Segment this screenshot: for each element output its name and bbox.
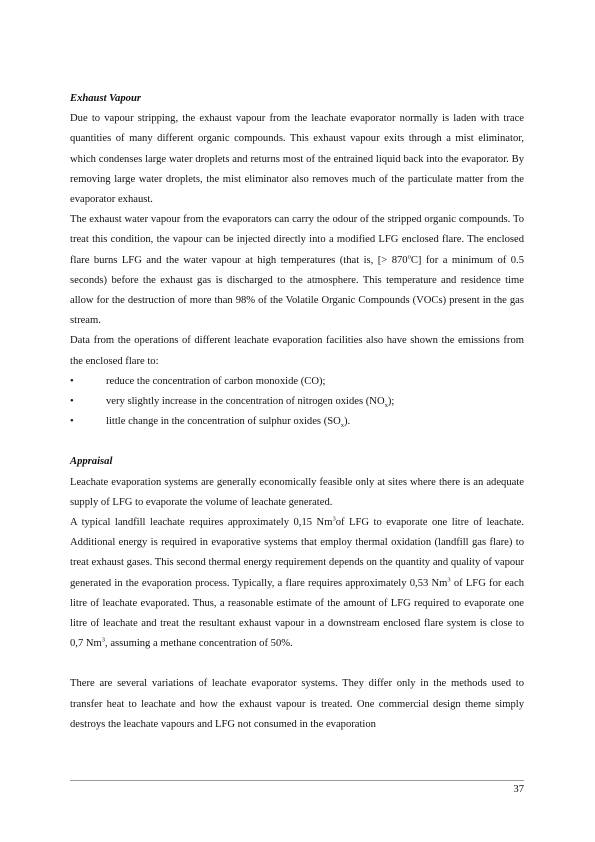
- paragraph-exhaust-2: [70, 210, 524, 331]
- bullet-icon: •: [70, 396, 74, 408]
- paragraph-appraisal-1: Leachate evaporation systems are generally economically feasible only at sites where there is an adequate supply of LFG to evaporate the volume of leachate generated.: [70, 476, 524, 508]
- section-heading-appraisal: Appraisal: [70, 456, 113, 468]
- bullet-icon: •: [70, 375, 74, 387]
- subscript: x: [340, 422, 345, 430]
- paragraph-appraisal-2: [70, 513, 524, 654]
- superscript: o: [407, 253, 411, 261]
- emissions-bullet-list: [70, 372, 524, 433]
- superscript: 3: [101, 636, 106, 644]
- superscript: 3: [447, 576, 451, 584]
- bullet-text: very slightly increase in the concentration of nitrogen oxides (NO: [106, 396, 385, 408]
- section-spacer: [70, 432, 524, 452]
- text-run: The exhaust water vapour from the evaporators can carry the odour of the stripped organic compounds. To treat this condition, the vapour can be injected directly into a modified LFG enclosed flare. The enclosed flare burns LFG and the water vapour at high temperatures (that is, [> 870: [70, 214, 524, 266]
- text-run: of LFG for each litre of leachate evaporated. Thus, a reasonable estimate of the amount of LFG required to evaporate one litre of leachate and treat the resultant exhaust vapour in a downstream enclosed flare system is close to 0,7 Nm: [70, 577, 524, 650]
- section-heading-exhaust-vapour: Exhaust Vapour: [70, 93, 141, 104]
- bullet-item: [70, 372, 524, 392]
- paragraph-appraisal-3: There are several variations of leachate evaporator systems. They differ only in the methods used to transfer heat to leachate and how the exhaust vapour is treated. One commercial design theme simply destroys the leachate vapours and LFG not consumed in the evaporation: [70, 678, 524, 730]
- subscript: x: [384, 402, 388, 410]
- bullet-item: [70, 392, 524, 412]
- text-run: , assuming a methane concentration of 50%.: [105, 638, 293, 650]
- text-run: C] for a minimum of 0.5 seconds) before the exhaust gas is discharged to the atmosphere. This temperature and residence time allow for the destruction of more than 98% of the Volatile Organic Compounds (VOCs) present in the gas stream.: [70, 254, 524, 327]
- bullet-text-end: ).: [344, 416, 351, 428]
- text-run: A typical landfill leachate requires approximately 0,15 Nm: [70, 517, 333, 529]
- bullet-icon: •: [70, 416, 74, 428]
- document-body: [70, 89, 524, 735]
- bullet-text-end: );: [387, 396, 395, 408]
- footer-divider: [70, 780, 524, 781]
- section-spacer: [70, 654, 524, 674]
- bullet-text: little change in the concentration of sulphur oxides (SO: [106, 416, 341, 428]
- paragraph-exhaust-3: Data from the operations of different leachate evaporation facilities also have shown the emissions from the enclosed flare to:: [70, 335, 524, 367]
- bullet-text: reduce the concentration of carbon monoxide (CO);: [106, 375, 326, 387]
- page-number: 37: [513, 784, 524, 795]
- paragraph-exhaust-1: Due to vapour stripping, the exhaust vapour from the leachate evaporator normally is laden with trace quantities of many different organic compounds. This exhaust vapour exits through a mist eliminator, which condenses large water droplets and returns most of the entrained liquid back into the evaporator. By removing large water droplets, the mist eliminator also removes much of the particulate matter from the evaporator exhaust.: [70, 113, 524, 206]
- bullet-item: [70, 412, 524, 432]
- superscript: 3: [332, 515, 336, 523]
- text-run: of LFG to evaporate one litre of leachate. Additional energy is required in evaporative systems that employ thermal oxidation (landfill gas flare) to treat exhaust gases. This second thermal energy requirement depends on the quantity and quality of vapour generated in the evaporation process. Typically, a flare requires approximately 0,53 Nm: [70, 517, 524, 589]
